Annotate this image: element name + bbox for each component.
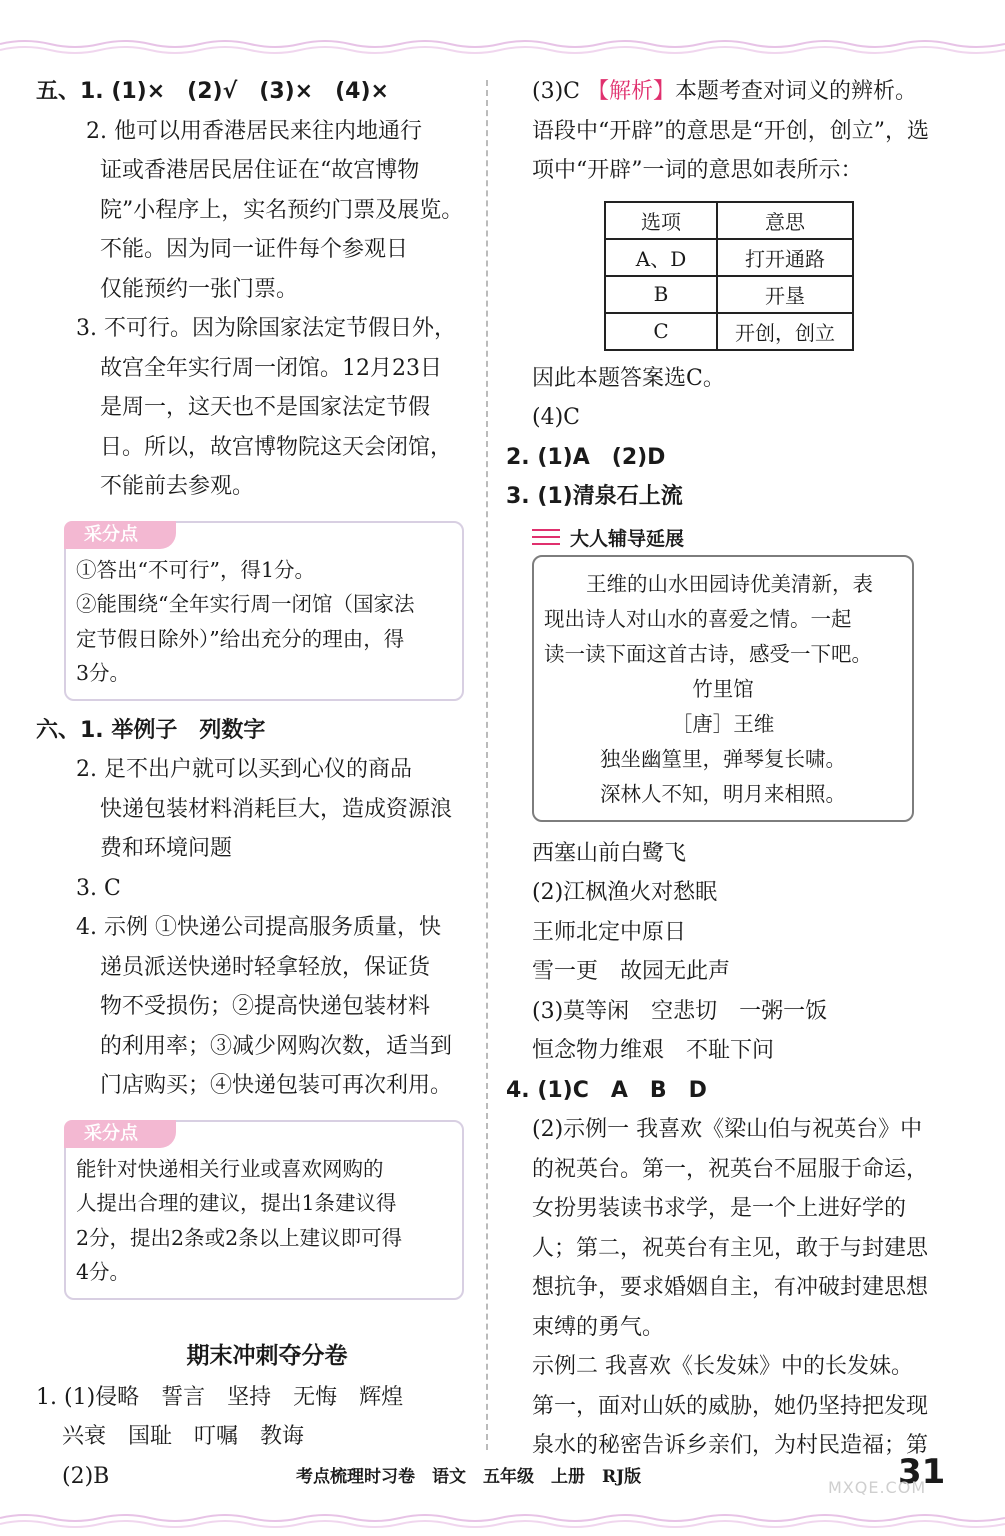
table-cell: A、D <box>605 239 717 276</box>
poem-line: 深林人不知，明月来相照。 <box>600 781 846 806</box>
final-q1-line: 兴衰 国耻 叮嘱 教诲 <box>62 1424 305 1449</box>
table-row <box>605 239 853 276</box>
table-row <box>605 202 853 239</box>
s3-cont-line: 雪一更 故园无此声 <box>532 959 731 984</box>
score-line: ①答出“不可行”，得1分。 <box>76 557 316 582</box>
poem-title: 竹里馆 <box>692 676 754 701</box>
s5-q1: 五、1. (1)× (2)√ (3)× (4)× <box>36 79 389 104</box>
poem-author: ［唐］王维 <box>671 711 775 736</box>
table-row <box>605 313 853 350</box>
score-line: 定节假日除外）”给出充分的理由，得 <box>76 626 405 651</box>
s4-example-line: 人；第二，祝英台有主见，敢于与封建思 <box>532 1235 929 1261</box>
q3-analysis-line: 语段中“开辟”的意思是“开创，创立”，选 <box>532 118 929 144</box>
s5-q2-line: 不能。因为同一证件每个参观日 <box>100 237 409 262</box>
q3-conclusion: 因此本题答案选C。 <box>532 365 725 391</box>
q3-analysis-line: 项中“开辟”一词的意思如表所示： <box>532 158 863 183</box>
lines-icon <box>532 529 560 545</box>
column-divider <box>486 80 488 1450</box>
ext-intro-line: 王维的山水田园诗优美清新，表 <box>586 571 873 596</box>
table-cell: 打开通路 <box>717 239 853 276</box>
s5-q3-line: 故宫全年实行周一闭馆。12月23日 <box>100 355 442 381</box>
s6-q4-line: 门店购买；④快递包装可再次利用。 <box>100 1073 453 1098</box>
s6-q2-line: 2. 足不出户就可以买到心仪的商品 <box>76 757 412 782</box>
s5-q3-line: 不能前去参观。 <box>100 474 255 499</box>
s4-answer: 4. (1)C A B D <box>506 1077 707 1103</box>
table-header-cell: 选项 <box>605 202 717 239</box>
s3-cont-line: (2)江枫渔火对愁眠 <box>532 880 718 905</box>
section-title: 期末冲刺夺分卷 <box>186 1342 348 1369</box>
table-cell: 开创，创立 <box>717 313 853 350</box>
watermark: MXQE.COM <box>828 1478 927 1497</box>
final-q1-line: 1. (1)侵略 誓言 坚持 无悔 辉煌 <box>36 1384 404 1410</box>
s6-q4-line: 递员派送快递时轻拿轻放，保证货 <box>100 954 431 980</box>
table-row <box>605 276 853 313</box>
page-number: 31 <box>898 1452 946 1492</box>
s6-q4-line: 4. 示例 ①快递公司提高服务质量，快 <box>76 915 441 940</box>
s3-cont-line: 西塞山前白鹭飞 <box>532 840 687 866</box>
score-points-box-2 <box>64 1120 464 1300</box>
score-line: ②能围绕“全年实行周一闭馆（国家法 <box>76 592 415 616</box>
final-q1-line: (2)B <box>62 1463 110 1489</box>
q3-analysis-text: 本题考查对词义的辨析。 <box>675 79 918 104</box>
score-line: 4分。 <box>76 1260 131 1284</box>
s4-example-line: 的祝英台。第一，祝英台不屈服于命运， <box>532 1156 929 1182</box>
s3-cont-line: (3)莫等闲 空悲切 一粥一饭 <box>532 998 828 1024</box>
s4-example-line: 束缚的勇气。 <box>532 1314 665 1340</box>
s6-q4-line: 的利用率；③减少网购次数，适当到 <box>100 1033 453 1059</box>
table-header-cell: 意思 <box>717 202 853 239</box>
s5-q3-line: 日。所以，故宫博物院这天会闭馆， <box>100 434 453 460</box>
s4-example-line: (2)示例一 我喜欢《梁山伯与祝英台》中 <box>532 1117 923 1142</box>
extension-box <box>532 555 914 822</box>
q3-answer: (3)C <box>532 79 580 104</box>
analysis-tag: 【解析】 <box>587 79 676 104</box>
s5-q2-line: 2. 他可以用香港居民来往内地通行 <box>86 118 422 144</box>
s2-answer: 2. (1)A (2)D <box>506 444 666 470</box>
q3-answer-line <box>506 72 946 112</box>
table-cell: C <box>605 313 717 350</box>
s3-answer: 3. (1)清泉石上流 <box>506 484 683 509</box>
s6-q4-line: 物不受损伤；②提高快递包装材料 <box>100 994 431 1019</box>
s6-q2-line: 快递包装材料消耗巨大，造成资源浪 <box>100 796 453 822</box>
ext-intro-line: 现出诗人对山水的喜爱之情。一起 <box>544 606 852 631</box>
s4-example-line: 女扮男装读书求学，是一个上进好学的 <box>532 1196 907 1221</box>
score-line: 2分，提出2条或2条以上建议即可得 <box>76 1225 403 1250</box>
page-footer: 考点梳理时习卷 语文 五年级 上册 RJ版 <box>296 1467 642 1487</box>
meaning-table <box>604 201 854 351</box>
top-wave-decoration <box>0 0 1005 60</box>
s3-cont-line: 恒念物力维艰 不耻下问 <box>532 1038 775 1063</box>
bottom-wave-decoration <box>0 1488 1005 1536</box>
extension-header <box>532 523 946 555</box>
score-line: 人提出合理的建议，提出1条建议得 <box>76 1191 397 1215</box>
s4-example-line: 想抗争，要求婚姻自主，有冲破封建思想 <box>532 1275 929 1300</box>
left-column <box>36 72 468 1496</box>
s5-q3-line: 3. 不可行。因为除国家法定节假日外， <box>76 316 456 341</box>
score-line: 能针对快递相关行业或喜欢网购的 <box>76 1156 384 1181</box>
s6-q3: 3. C <box>76 875 121 901</box>
s4-example-line: 第一，面对山妖的威胁，她仍坚持把发现 <box>532 1393 929 1419</box>
score-points-tag: 采分点 <box>64 1120 176 1148</box>
s4-example-line: 示例二 我喜欢《长发妹》中的长发妹。 <box>532 1354 913 1379</box>
table-cell: 开垦 <box>717 276 853 313</box>
q4-answer: (4)C <box>532 405 580 430</box>
right-column <box>506 72 946 1466</box>
poem-line: 独坐幽篁里，弹琴复长啸。 <box>600 746 846 771</box>
score-points-box-1 <box>64 521 464 701</box>
ext-intro-line: 读一读下面这首古诗，感受一下吧。 <box>544 641 872 666</box>
score-points-tag: 采分点 <box>64 521 176 549</box>
score-line: 3分。 <box>76 661 131 685</box>
s3-cont-line: 王师北定中原日 <box>532 919 687 945</box>
table-cell: B <box>605 276 717 313</box>
s5-q2-line: 仅能预约一张门票。 <box>100 276 299 302</box>
s4-example-line: 泉水的秘密告诉乡亲们，为村民造福；第 <box>532 1433 929 1458</box>
extension-title: 大人辅导延展 <box>570 527 685 550</box>
s5-q3-line: 是周一，这天也不是国家法定节假 <box>100 395 431 420</box>
s5-q2-line: 院”小程序上，实名预约门票及展览。 <box>100 197 464 223</box>
s6-q1: 六、1. 举例子 列数字 <box>36 717 266 743</box>
s6-q2-line: 费和环境问题 <box>100 836 233 861</box>
s5-q2-line: 证或香港居民居住证在“故宫博物 <box>100 158 420 183</box>
